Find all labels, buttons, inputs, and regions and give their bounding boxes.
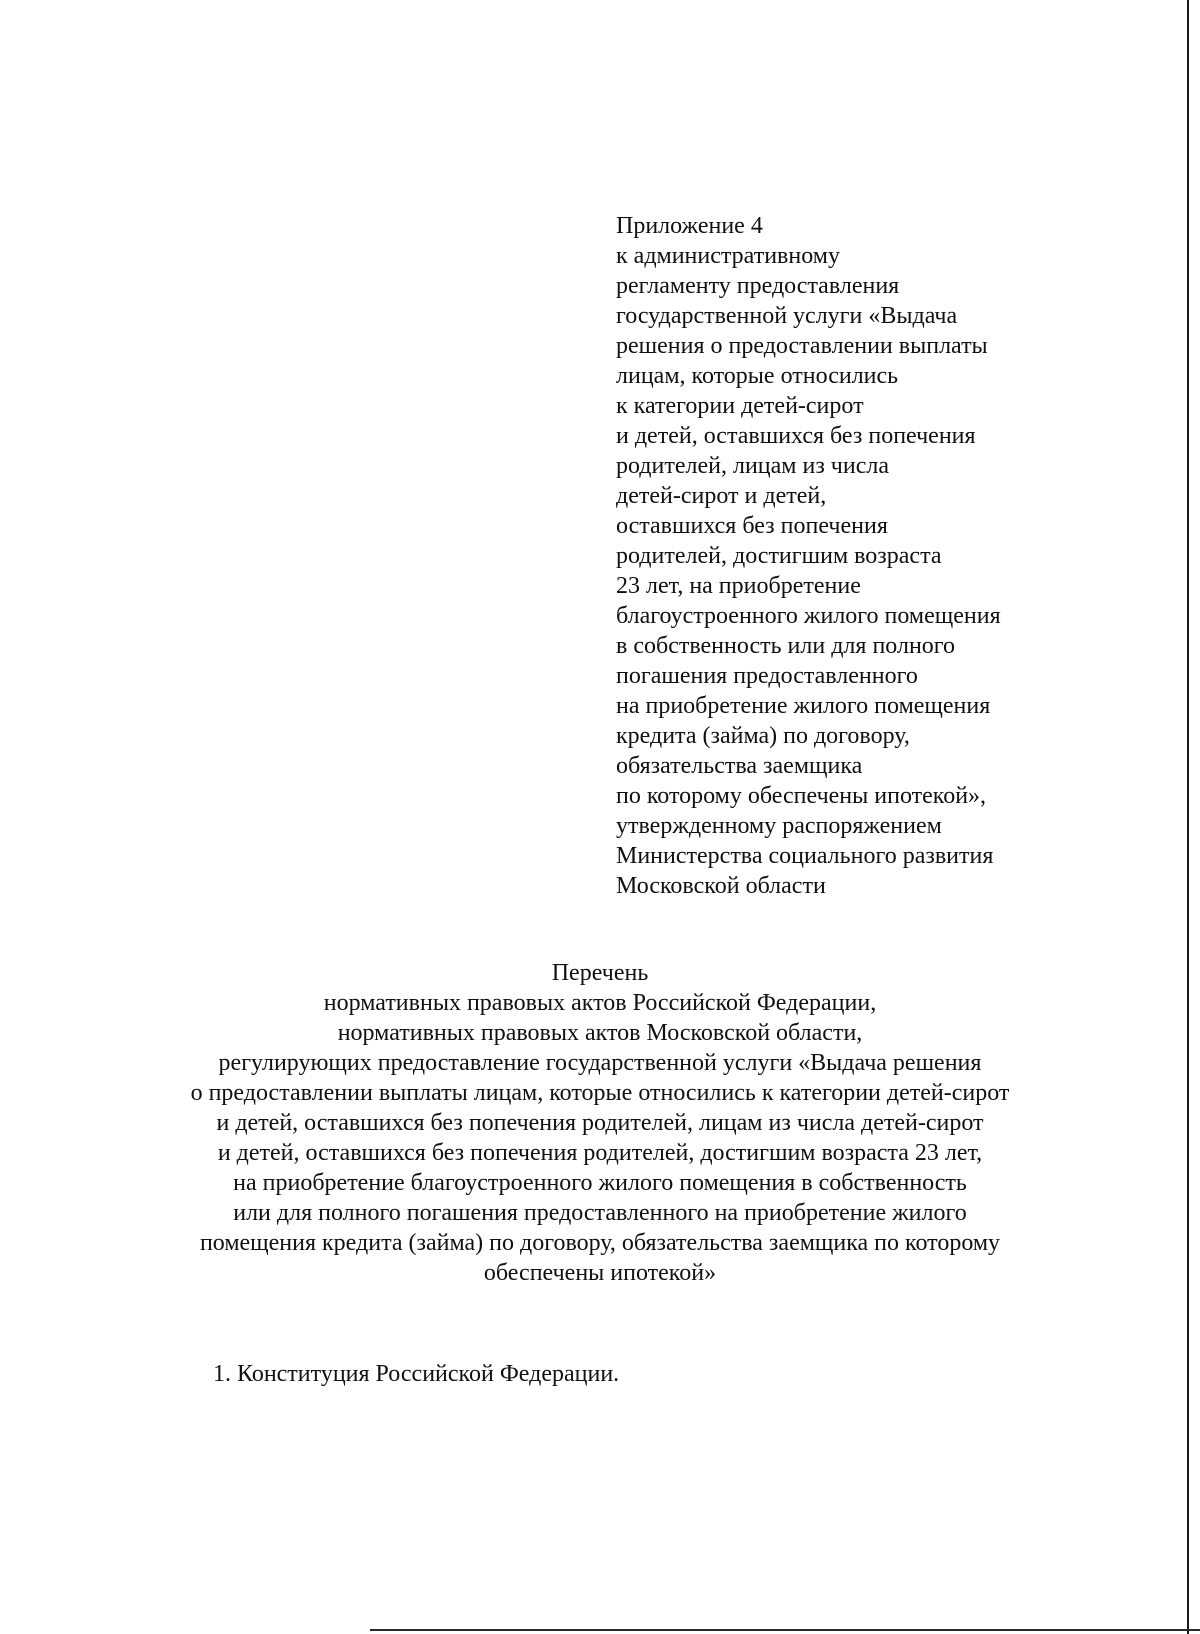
heading-line: регулирующих предоставление государственной услуги «Выдача решения — [218, 1050, 982, 1076]
appendix-line: в собственность или для полного — [616, 633, 956, 659]
heading-line: нормативных правовых актов Московской области, — [337, 1020, 863, 1046]
scan-edge-bottom — [370, 1629, 1200, 1631]
heading-line: о предоставлении выплаты лицам, которые относились к категории детей-сирот — [190, 1080, 1010, 1106]
heading-line: и детей, оставшихся без попечения родителей, лицам из числа детей-сирот — [216, 1110, 984, 1136]
appendix-line: к категории детей-сирот — [616, 393, 864, 419]
list-heading — [100, 958, 1100, 1288]
appendix-line: по которому обеспечены ипотекой», — [616, 783, 987, 809]
appendix-line: Московской области — [616, 873, 826, 899]
appendix-line: оставшихся без попечения — [616, 513, 888, 539]
appendix-line: родителей, достигшим возраста — [616, 543, 942, 569]
heading-line: на приобретение благоустроенного жилого помещения в собственность — [233, 1170, 967, 1196]
appendix-line: государственной услуги «Выдача — [616, 303, 958, 329]
appendix-line: утвержденному распоряжением — [616, 813, 942, 839]
heading-title: Перечень — [551, 960, 649, 986]
appendix-line: регламенту предоставления — [616, 273, 900, 299]
appendix-line: и детей, оставшихся без попечения — [616, 423, 976, 449]
appendix-line: Министерства социального развития — [616, 843, 994, 869]
heading-line: и детей, оставшихся без попечения родителей, достигшим возраста 23 лет, — [217, 1140, 983, 1166]
appendix-line: благоустроенного жилого помещения — [616, 603, 1001, 629]
appendix-line: решения о предоставлении выплаты — [616, 333, 988, 359]
heading-line: или для полного погашения предоставленного на приобретение жилого — [233, 1200, 967, 1226]
appendix-line: родителей, лицам из числа — [616, 453, 889, 479]
appendix-line: Приложение 4 — [616, 213, 763, 239]
appendix-line: детей-сирот и детей, — [616, 483, 827, 509]
appendix-line: обязательства заемщика — [616, 753, 863, 779]
appendix-line: на приобретение жилого помещения — [616, 693, 991, 719]
appendix-line: 23 лет, на приобретение — [616, 573, 861, 599]
heading-line: обеспечены ипотекой» — [483, 1260, 717, 1286]
appendix-line: лицам, которые относились — [616, 363, 899, 389]
heading-line: нормативных правовых актов Российской Федерации, — [323, 990, 877, 1016]
appendix-block — [616, 211, 1086, 901]
list-item: 1. Конституция Российской Федерации. — [213, 1361, 620, 1387]
heading-line: помещения кредита (займа) по договору, обязательства заемщика по которому — [199, 1230, 1001, 1256]
scan-edge-right — [1187, 0, 1189, 1634]
appendix-line: к административному — [616, 243, 840, 269]
legal-acts-list — [213, 1359, 619, 1389]
appendix-line: погашения предоставленного — [616, 663, 918, 689]
appendix-line: кредита (займа) по договору, — [616, 723, 910, 749]
